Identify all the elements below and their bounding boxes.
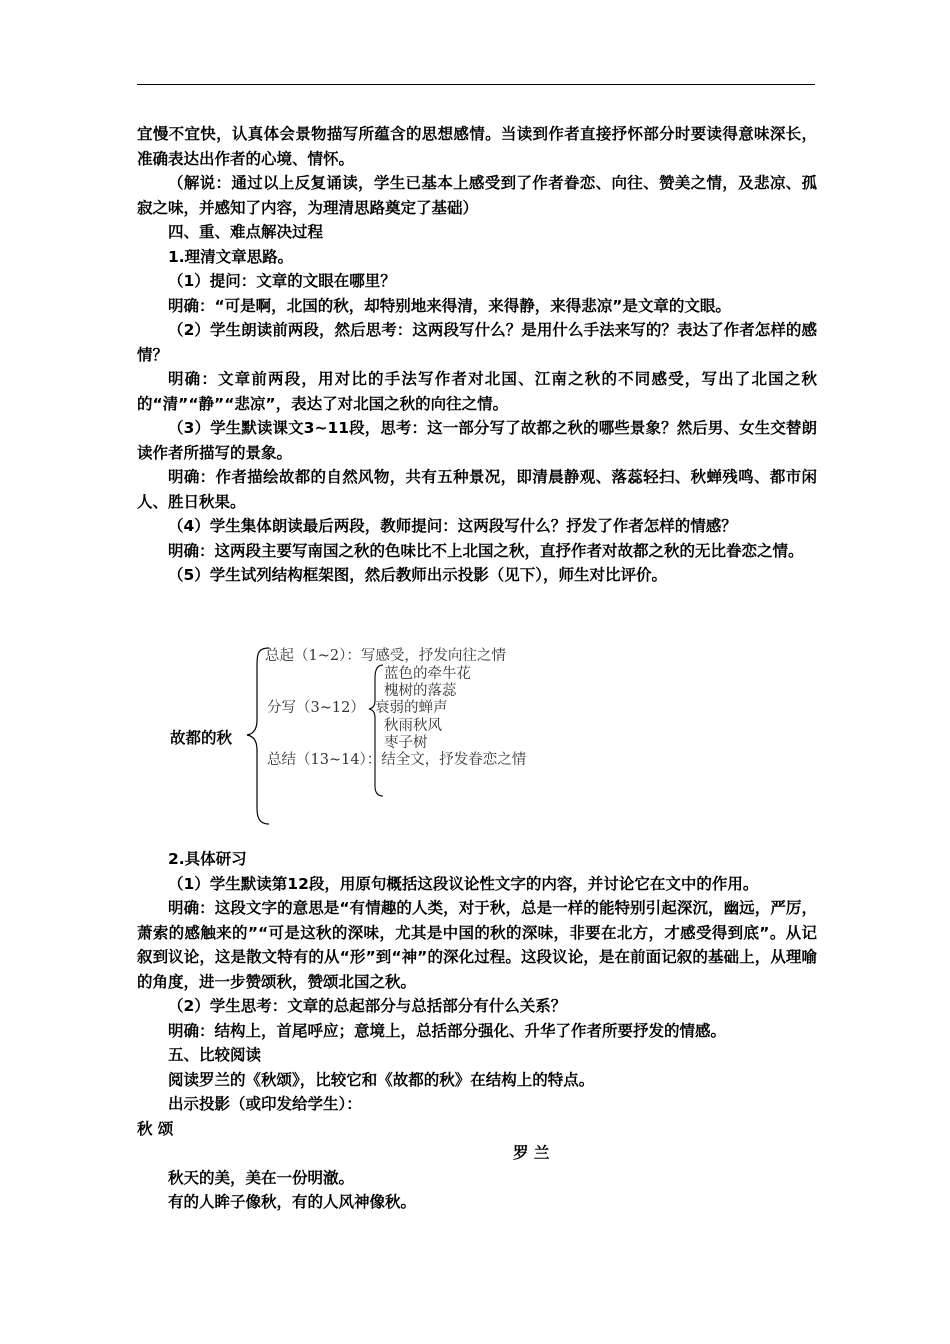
- inner-brace: [369, 665, 383, 796]
- body-text-bottom: [137, 847, 817, 1215]
- poem-line: 秋天的美，美在一份明澈。: [168, 1168, 355, 1187]
- diagram-item: 槐树的落蕊: [384, 683, 457, 699]
- paragraph: （4）学生集体朗读最后两段，教师提问：这两段写什么？抒发了作者怎样的情感？: [168, 517, 737, 535]
- paragraph: 阅读罗兰的《秋颂》，比较它和《故都的秋》在结构上的特点。: [168, 1070, 595, 1089]
- structure-diagram: [137, 640, 817, 830]
- diagram-conclusion: 总结（13~14）：结全文，抒发眷恋之情: [267, 752, 527, 768]
- paragraph: 明确：这两段主要写南国之秋的色味比不上北国之秋，直抒作者对故都之秋的无比眷恋之情。: [168, 541, 804, 560]
- paragraph: 明确：结构上，首尾呼应；意境上，总括部分强化、升华了作者所要抒发的情感。: [168, 1021, 727, 1040]
- paragraph: （2）学生朗读前两段，然后思考：这两段写什么？是用什么手法来写的？表达了作者怎样的感情？: [137, 321, 817, 364]
- paragraph: 出示投影（或印发给学生）：: [168, 1095, 362, 1113]
- header-rule: [137, 84, 815, 85]
- diagram-root: 故都的秋: [170, 729, 233, 747]
- section-heading: 四、重、难点解决过程: [168, 223, 324, 241]
- paragraph: （5）学生试列结构框架图，然后教师出示投影（见下），师生对比评价。: [168, 566, 668, 584]
- paragraph: （1）提问：文章的文眼在哪里？: [168, 272, 396, 290]
- outer-brace: [247, 648, 269, 824]
- paragraph: （解说：通过以上反复诵读，学生已基本上感受到了作者眷恋、向往、赞美之情，及悲凉、孤寂之味，并感知了内容，为理清思路奠定了基础）: [137, 174, 817, 217]
- diagram-braces: [137, 640, 817, 830]
- section-heading: 五、比较阅读: [168, 1046, 262, 1064]
- subsection-heading: 2.具体研习: [168, 850, 247, 868]
- poem-line: 有的人眸子像秋，有的人风神像秋。: [168, 1193, 417, 1211]
- paragraph: （2）学生思考：文章的总起部分与总括部分有什么关系？: [168, 997, 567, 1015]
- body-text-top: [137, 122, 817, 588]
- diagram-intro: 总起（1~2）：写感受，抒发向往之情: [265, 648, 506, 664]
- paragraph: 明确：这段文字的意思是“有情趣的人类，对于秋，总是一样的能特别引起深沉，幽远，严厉，萧索的感触来的”“可是这秋的深味，尤其是中国的秋的深味，非要在北方，才感受得到底”。从记叙到议论，这是散文特有的从“形”到“神”的深化过程。这段议论，是在前面记叙的基础上，从理喻的角度，进一步赞颂秋，赞颂北国之秋。: [137, 899, 817, 991]
- poem-author: 罗 兰: [513, 1144, 550, 1162]
- paragraph: （1）学生默读第12段，用原句概括这段议论性文字的内容，并讨论它在文中的作用。: [168, 874, 759, 893]
- diagram-item: 衰弱的蝉声: [375, 700, 448, 716]
- diagram-item: 秋雨秋风: [384, 718, 442, 734]
- poem-title: 秋 颂: [137, 1119, 174, 1138]
- paragraph: （3）学生默读课文3~11段，思考：这一部分写了故都之秋的哪些景象？然后男、女生交替朗读作者所描写的景象。: [137, 419, 817, 462]
- diagram-body-label: 分写（3~12）: [267, 700, 365, 716]
- paragraph: 宜慢不宜快，认真体会景物描写所蕴含的思想感情。当读到作者直接抒怀部分时要读得意味深长，准确表达出作者的心境、情怀。: [137, 125, 817, 168]
- paragraph: 明确：文章前两段，用对比的手法写作者对北国、江南之秋的不同感受，写出了北国之秋的“清”“静”“悲凉”，表达了对北国之秋的向往之情。: [137, 370, 817, 413]
- diagram-item: 蓝色的牵牛花: [384, 666, 471, 682]
- paragraph: 明确：“可是啊，北国的秋，却特别地来得清，来得静，来得悲凉”是文章的文眼。: [168, 296, 731, 315]
- diagram-item: 枣子树: [384, 735, 428, 751]
- subsection-heading: 1.理清文章思路。: [168, 247, 294, 266]
- paragraph: 明确：作者描绘故都的自然风物，共有五种景况，即清晨静观、落蕊轻扫、秋蝉残鸣、都市闲人、胜日秋果。: [137, 468, 817, 511]
